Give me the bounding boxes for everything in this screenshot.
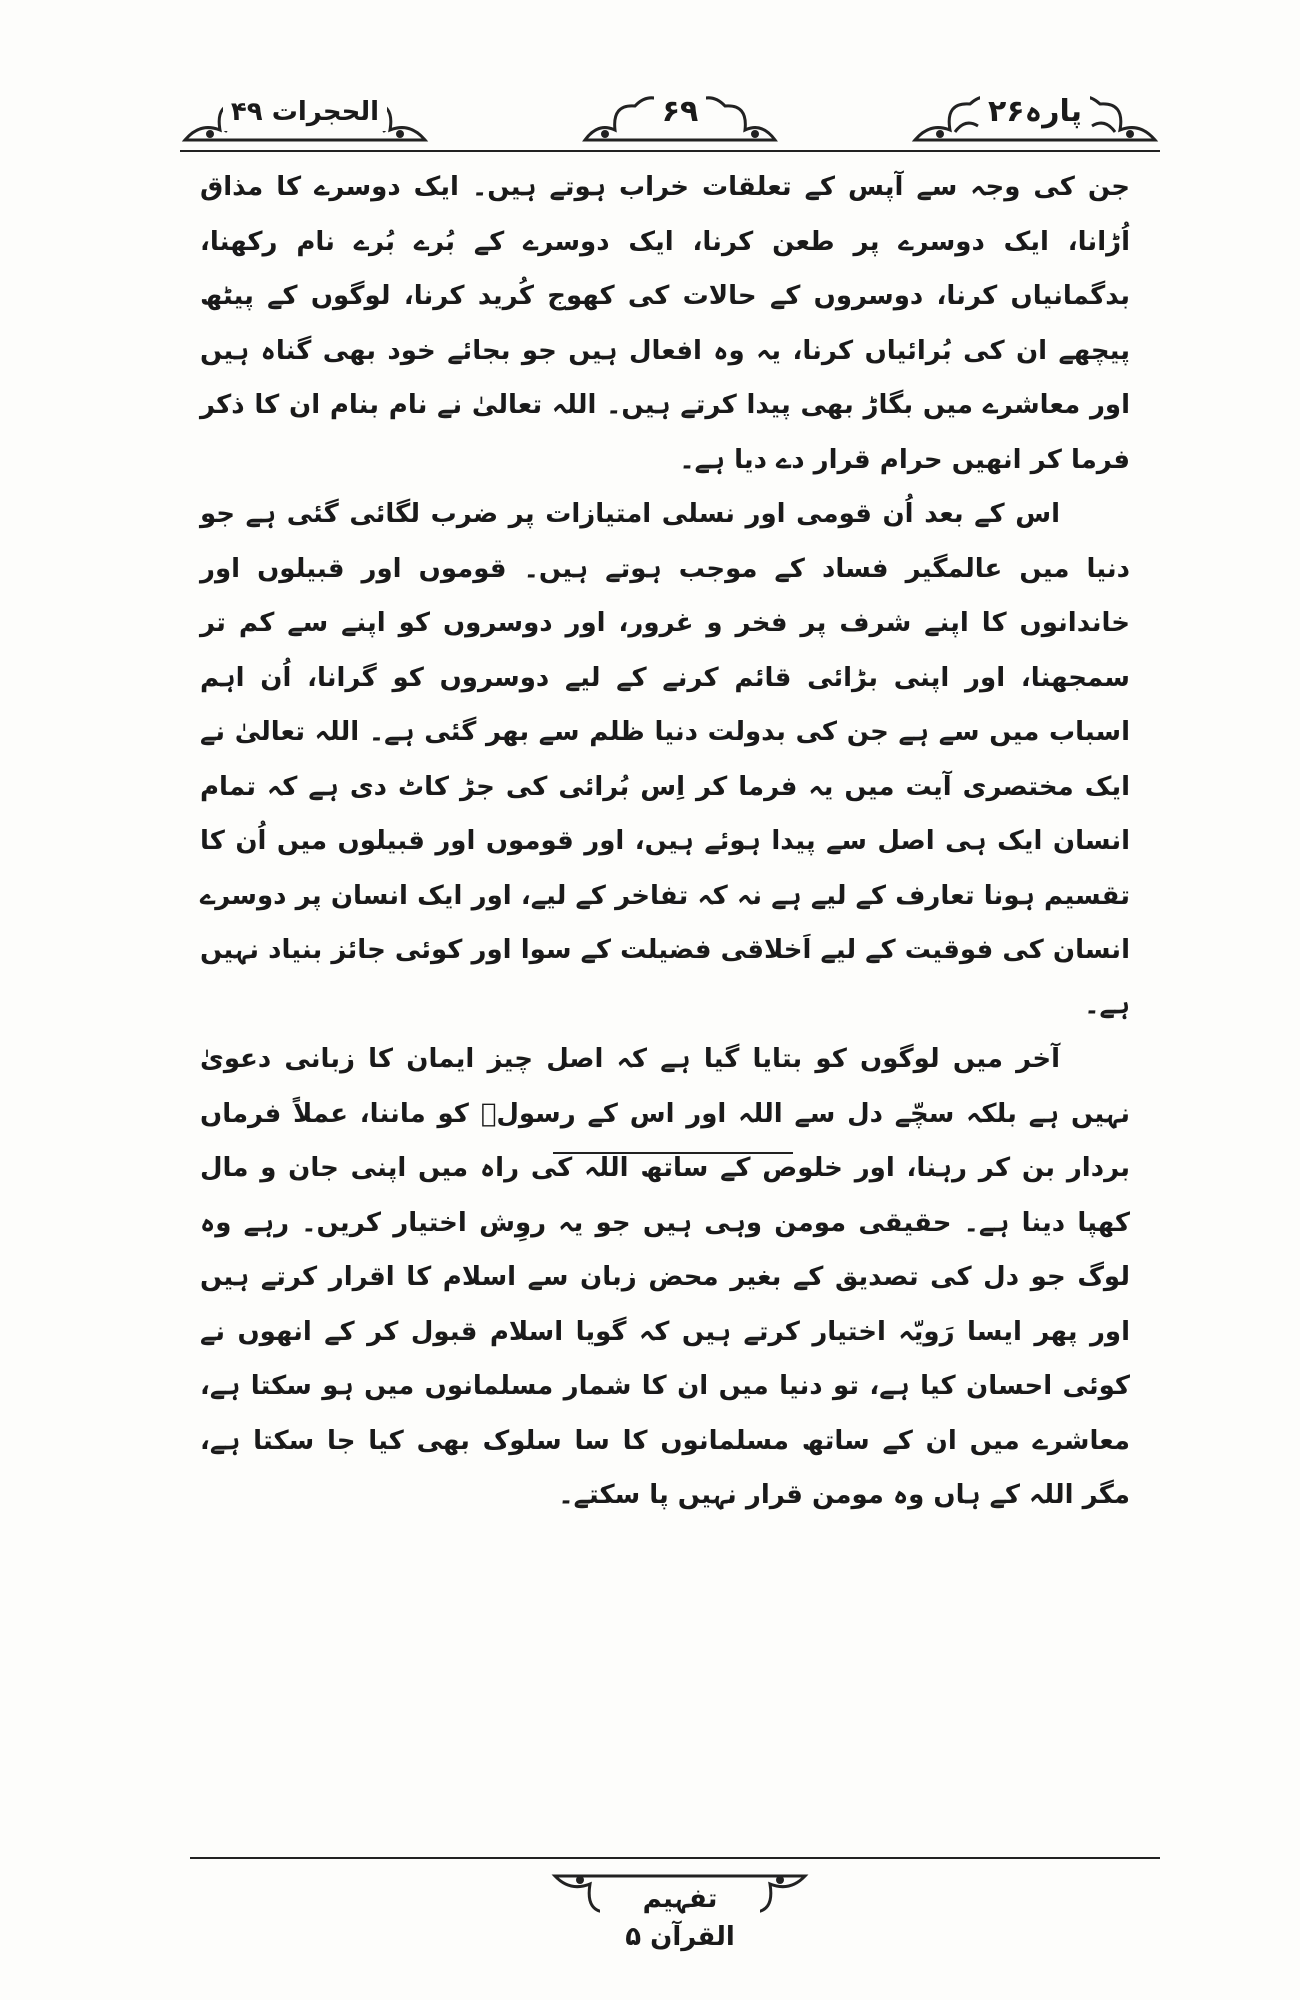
surah-name-ornament [180,82,430,142]
paragraph-3: آخر میں لوگوں کو بتایا گیا ہے کہ اصل چیز ایمان کا زبانی دعویٰ نہیں ہے بلکہ سچّے دل سے اللہ اور اس کے رسولؐ کو ماننا، عملاً فرماں بردار بن کر رہنا، اور خلوص کے ساتھ اللہ کی راہ میں اپنی جان و مال کھپا دینا ہے۔ حقیقی مومن وہی ہیں جو یہ روِش اختیار کریں۔ رہے وہ لوگ جو دل کی تصدیق کے بغیر محض زبان سے اسلام کا اقرار کرتے ہیں اور پھر ایسا رَویّہ اختیار کرتے ہیں کہ گویا اسلام قبول کر کے انھوں نے کوئی احسان کیا ہے، تو دنیا میں ان کا شمار مسلمانوں میں ہو سکتا ہے، معاشرے میں ان کے ساتھ مسلمانوں کا سا سلوک بھی کیا جا سکتا ہے، مگر اللہ کے ہاں وہ مومن قرار نہیں پا سکتے۔ [200,1044,1130,1510]
page-footer [550,1870,810,1952]
footer-divider [190,1857,1160,1859]
paragraph-2: اس کے بعد اُن قومی اور نسلی امتیازات پر ضرب لگائی گئی ہے جو دنیا میں عالمگیر فساد کے موجب ہوتے ہیں۔ قوموں اور قبیلوں اور خاندانوں کا اپنے شرف پر فخر و غرور، اور دوسروں کو اپنے سے کم تر سمجھنا، اور اپنی بڑائی قائم کرنے کے لیے دوسروں کو گرانا، اُن اہم اسباب میں سے ہے جن کی بدولت دنیا ظلم سے بھر گئی ہے۔ اللہ تعالیٰ نے ایک مختصری آیت میں یہ فرما کر اِس بُرائی کی جڑ کاٹ دی ہے کہ تمام انسان ایک ہی اصل سے پیدا ہوئے ہیں، اور قوموں اور قبیلوں میں اُن کا تقسیم ہونا تعارف کے لیے ہے نہ کہ تفاخر کے لیے، اور ایک انسان پر دوسرے انسان کی فوقیت کے لیے اَخلاقی فضیلت کے سوا اور کوئی جائز بنیاد نہیں ہے۔ [200,499,1130,1020]
page-header [180,82,1160,152]
book-title: تفہیم القرآن ۵ [600,1880,760,1956]
paragraph-1: جن کی وجہ سے آپس کے تعلقات خراب ہوتے ہیں۔ ایک دوسرے کا مذاق اُڑانا، ایک دوسرے پر طعن کرنا، ایک دوسرے کے بُرے بُرے نام رکھنا، بدگمانیاں کرنا، دوسروں کے حالات کی کھوج کُرید کرنا، لوگوں کے پیٹھ پیچھے ان کی بُرائیاں کرنا، یہ وہ افعال ہیں جو بجائے خود بھی گناہ ہیں اور معاشرے میں بگاڑ بھی پیدا کرتے ہیں۔ اللہ تعالیٰ نے نام بنام ان کا ذکر فرما کر انھیں حرام قرار دے دیا ہے۔ [200,172,1130,475]
body-text [200,160,1130,1523]
para-number: پارہ۲۶ [980,93,1090,131]
header-divider [180,150,1160,152]
page-number: ۶۹ [654,93,707,131]
section-end-divider [553,1152,793,1154]
surah-name: الحجرات ۴۹ [223,93,387,131]
para-number-ornament [910,82,1160,142]
page-number-ornament [580,82,780,142]
